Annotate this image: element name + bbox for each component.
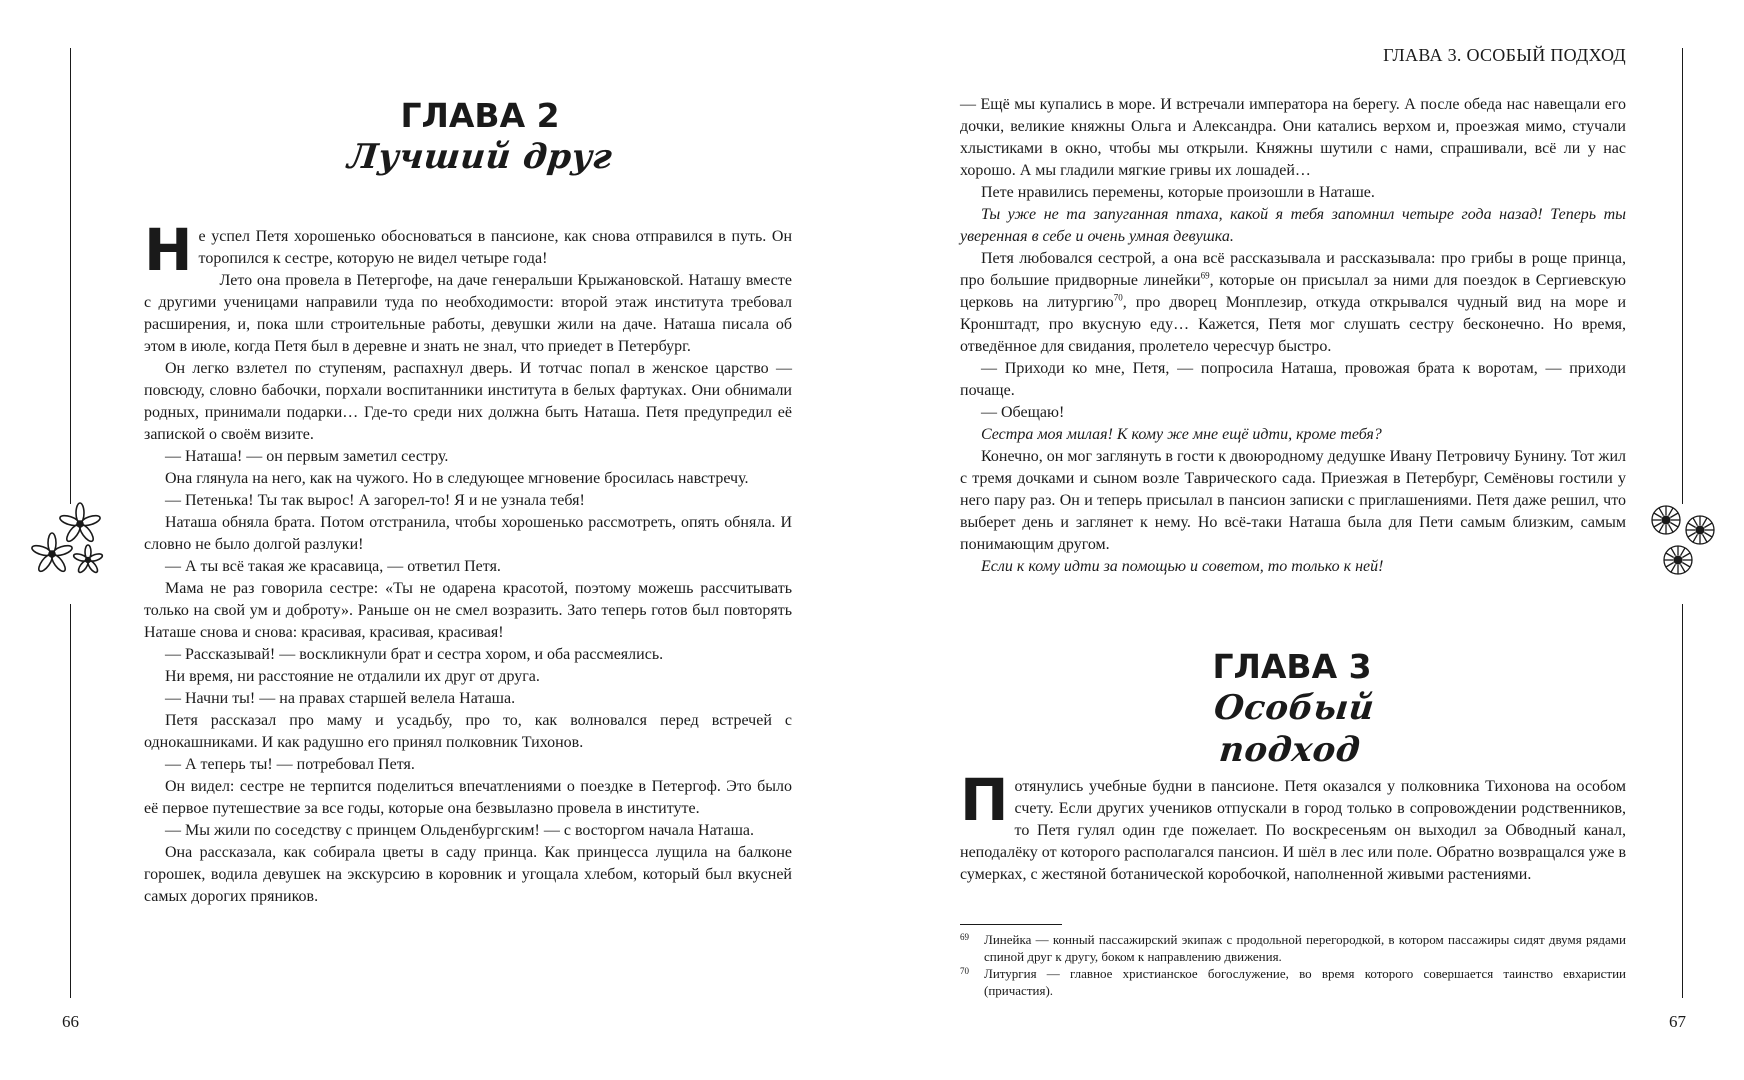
- footnote-text: Литургия — главное христианское богослужение, во время которого совершается таинство евхаристии (причастия).: [984, 966, 1626, 998]
- paragraph-text: Лето она провела в Петергофе, на даче генеральши Крыжановской. Наташу вместе с другими ученицами направили туда по необходимости: второй этаж института требовал расширения, и, пока шли строительные работы, девушки жили на даче. Наташа писала об этом в июле, когда Петя был в деревне и знать не знал, что приедет в Петербург.: [144, 272, 792, 355]
- paragraph-text: Петя любовался сестрой, а она всё рассказывала и рассказывала: про грибы в роще принца, про большие придворные линейки: [960, 250, 1626, 289]
- chapter-subtitle: Лучший друг: [345, 137, 615, 177]
- paragraph: [960, 248, 1626, 358]
- left-body-text: [144, 216, 792, 908]
- paragraph-text: Сестра моя милая! К кому же мне ещё идти, кроме тебя?: [981, 426, 1382, 443]
- paragraph-text: , про дворец Монплезир, откуда открывался чудный вид на море и Кронштадт, про вкусную еду… Кажется, Петя мог слушать сестру бесконечно. Но время, отведённое для свидания, пролетело чересчур быстро.: [960, 294, 1627, 355]
- footnote: [960, 931, 1626, 965]
- paragraph: [144, 776, 792, 820]
- chapter-label: ГЛАВА 3: [1212, 647, 1372, 686]
- paragraph-text: отянулись учебные будни в пансионе. Петя оказался у полковника Тихонова на особом счету. Если других учеников отпускали в город только в сопровождении родственников, то Петя гулял один где пожелает. По воскресеньям он выходил за Обводный канал, неподалёку от которого располагался пансион. И шёл в лес или поле. Обратно возвращался уже в сумерках, с жестяной ботанической коробочкой, наполненной живыми растениями.: [960, 778, 1626, 883]
- paragraph: [144, 644, 792, 666]
- paragraph-text: Конечно, он мог заглянуть в гости к двоюродному дедушке Ивану Петровичу Бунину. Тот жил с тремя дочками и сыном возле Таврического сада. Приезжая в Петербург, Семёновы гостили у него пару раз. Он и теперь присылал в пансион записки с приглашениями. Петя даже решил, что выберет день и заглянет к нему. Но всё-таки Наташа была для Пети самым близким, самым понимающим другом.: [960, 448, 1626, 553]
- right-flower-cluster: [1648, 502, 1720, 582]
- paragraph-text: Петя рассказал про маму и усадьбу, про то, как волновался перед встречей с однокашниками. И как радушно его принял полковник Тихонов.: [144, 712, 792, 751]
- paragraph: [144, 688, 792, 710]
- paragraph: [960, 402, 1626, 424]
- paragraph-text: Ты уже не та запуганная птаха, какой я тебя запомнил четыре года назад! Теперь ты уверенная в себе и очень умная девушка.: [960, 206, 1626, 245]
- footnote-ref: 69: [1200, 270, 1210, 281]
- paragraph-text: е успел Петя хорошенько обосноваться в пансионе, как снова отправился в путь. Он торопился к сестре, которую не видел четыре года!: [198, 228, 792, 267]
- chapter-3-title: [1142, 647, 1442, 771]
- paragraph: [144, 270, 792, 358]
- paragraph-text: — Ещё мы купались в море. И встречали императора на берегу. А после обеда нас навещали его дочки, великие княжны Ольга и Александра. Они катались верхом и, проезжая мимо, стучали хлыстиками в окно, чтобы мы открыли. Княжны шутили с нами, спрашивали, всё ли у нас хорошо. А мы гладили мягкие гривы их лошадей…: [960, 96, 1626, 179]
- paragraph-text: — Мы жили по соседству с принцем Ольденбургским! — с восторгом начала Наташа.: [165, 822, 754, 839]
- paragraph: [960, 204, 1626, 248]
- chapter-3-text: [960, 766, 1626, 886]
- left-margin-line-bottom: [70, 604, 71, 998]
- paragraph: [144, 666, 792, 688]
- paragraph-text: Пете нравились перемены, которые произошли в Наташе.: [981, 184, 1375, 201]
- page-number-right: 67: [1669, 1012, 1686, 1031]
- paragraph: [144, 754, 792, 776]
- paragraph: [144, 556, 792, 578]
- left-margin-line-top: [70, 48, 71, 504]
- paragraph-text: — Наташа! — он первым заметил сестру.: [165, 448, 449, 465]
- footnote-text: Линейка — конный пассажирский экипаж с продольной перегородкой, в котором пассажиры сидят двумя рядами спиной друг к другу, боком к направлению движения.: [984, 932, 1626, 964]
- paragraph: [960, 94, 1626, 182]
- paragraph-text: Он видел: сестре не терпится поделиться впечатлениями о поездке в Петергоф. Это было её первое путешествие за все годы, которые она безвылазно провела в институте.: [144, 778, 792, 817]
- paragraph: [144, 842, 792, 908]
- running-head: ГЛАВА 3. ОСОБЫЙ ПОДХОД: [1383, 45, 1626, 65]
- chapter-subtitle: Особый подход: [1212, 688, 1377, 770]
- paragraph-text: — А теперь ты! — потребовал Петя.: [165, 756, 415, 773]
- paragraph: [144, 820, 792, 842]
- footnote-ref: 70: [1113, 292, 1123, 303]
- left-flower-cluster: [30, 502, 110, 584]
- dropcap: П: [960, 766, 1009, 834]
- chapter-label: ГЛАВА 2: [400, 96, 560, 135]
- paragraph-text: — А ты всё такая же красавица, — ответил Петя.: [165, 558, 501, 575]
- paragraph: [144, 490, 792, 512]
- paragraph: [960, 358, 1626, 402]
- right-margin-line-bottom: [1682, 604, 1683, 998]
- right-margin-line-top: [1682, 48, 1683, 504]
- flower-icon: [30, 502, 110, 584]
- paragraph-text: — Начни ты! — на правах старшей велела Наташа.: [165, 690, 516, 707]
- paragraph: [144, 446, 792, 468]
- footnote: [960, 965, 1626, 999]
- paragraph-text: Она рассказала, как собирала цветы в саду принца. Как принцесса лущила на балконе горошек, водила девушек на экскурсию в коровник и угощала хлебом, который был вкусней самых дорогих пряников.: [144, 844, 792, 905]
- paragraph: [144, 512, 792, 556]
- footnotes: [960, 931, 1626, 999]
- paragraph-text: Она глянула на него, как на чужого. Но в следующее мгновение бросилась навстречу.: [165, 470, 749, 487]
- paragraph-text: Наташа обняла брата. Потом отстранила, чтобы хорошенько рассмотреть, опять обняла. И словно не было долгой разлуки!: [144, 514, 792, 553]
- paragraph-text: Мама не раз говорила сестре: «Ты не одарена красотой, поэтому можешь рассчитывать только на свой ум и доброту». Раньше он не смел возразить. Зато теперь готов был повторять Наташе снова и снова: красивая, красивая, красивая!: [144, 580, 792, 641]
- paragraph-text: — Петенька! Ты так вырос! А загорел-то! Я и не узнала тебя!: [165, 492, 585, 509]
- paragraph-text: Он легко взлетел по ступеням, распахнул дверь. И тотчас попал в женское царство — повсюду, словно бабочки, порхали воспитанники института в белых фартуках. Они обнимали родных, принимали подарки… Где-то среди них должна быть Наташа. Петя предупредил её запиской о своём визите.: [144, 360, 792, 443]
- paragraph-text: Ни время, ни расстояние не отдалили их друг от друга.: [165, 668, 540, 685]
- paragraph: [144, 468, 792, 490]
- paragraph: [960, 182, 1626, 204]
- paragraph: [144, 216, 792, 284]
- paragraph-text: — Обещаю!: [981, 404, 1065, 421]
- footnote-number: 69: [960, 932, 969, 942]
- right-body-text: [960, 94, 1626, 578]
- dropcap: Н: [144, 216, 193, 284]
- paragraph: [144, 710, 792, 754]
- chapter-2-title: [330, 96, 630, 178]
- paragraph: [960, 556, 1626, 578]
- paragraph-text: Если к кому идти за помощью и советом, то только к ней!: [981, 558, 1384, 575]
- paragraph: [960, 766, 1626, 886]
- paragraph: [144, 578, 792, 644]
- paragraph-text: , которые он присылал за ними для поездок в Сергиевскую церковь на литургию: [960, 272, 1626, 311]
- footnote-rule: [960, 924, 1062, 925]
- right-page: [872, 0, 1744, 1080]
- paragraph: [960, 424, 1626, 446]
- paragraph: [960, 446, 1626, 556]
- page-number-left: 66: [62, 1012, 79, 1031]
- paragraph-text: — Рассказывай! — воскликнули брат и сестра хором, и оба рассмеялись.: [165, 646, 664, 663]
- footnote-number: 70: [960, 966, 969, 976]
- flower-icon: [1648, 502, 1720, 582]
- paragraph-text: — Приходи ко мне, Петя, — попросила Наташа, провожая брата к воротам, — приходи почаще.: [960, 360, 1626, 399]
- paragraph: [144, 358, 792, 446]
